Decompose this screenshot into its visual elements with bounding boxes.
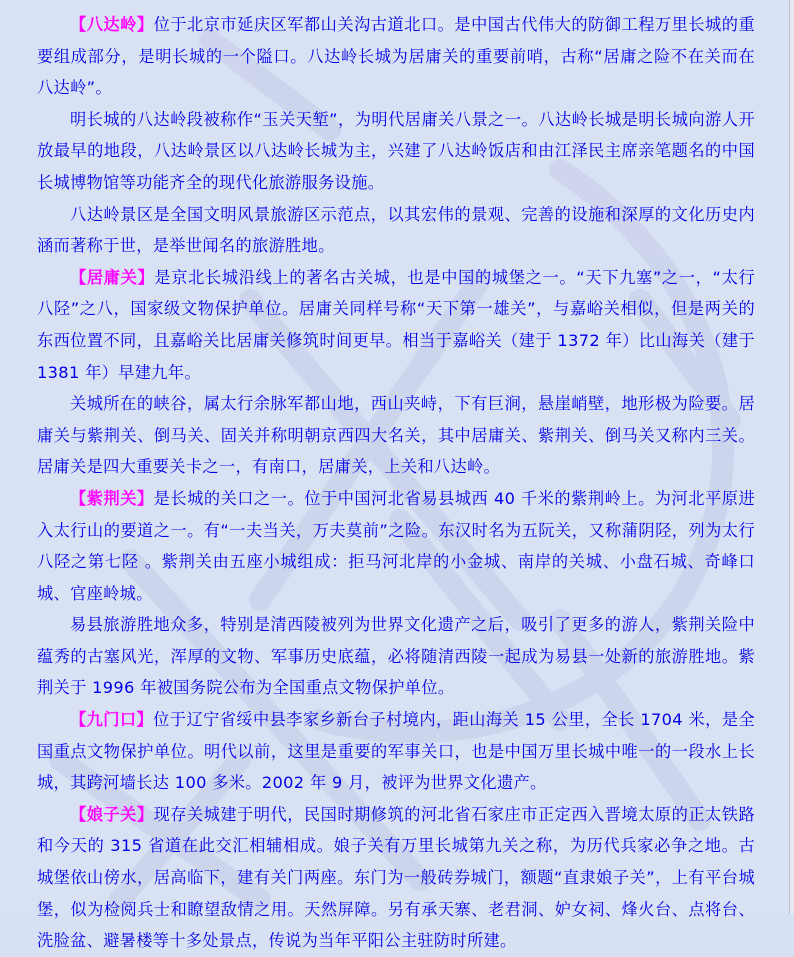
section-heading-jiumenkou: 【九门口】 [70,710,154,730]
paragraph [37,483,755,609]
section-heading-juyongguan: 【居庸关】 [70,267,155,287]
paragraph [37,9,755,104]
section-heading-niangziguan: 【娘子关】 [70,804,154,824]
paragraph: 易县旅游胜地众多，特别是清西陵被列为世界文化遗产之后，吸引了更多的游人，紫荆关险中蕴秀的古塞风光，浑厚的文物、军事历史底蕴，必将随清西陵一起成为易县一处新的旅游胜地。紫荆关于 1996 年被国务院公布为全国重点文物保护单位。 [37,615,755,698]
paragraph [37,704,755,799]
section-heading-zijingguan: 【紫荆关】 [70,488,154,508]
paragraph [37,262,755,388]
page-edge [790,0,794,914]
paragraph-text: 是长城的关口之一。位于中国河北省易县城西 40 千米的紫荆岭上。为河北平原进入太行山的要道之一。有“一夫当关，万夫莫前”之险。东汉时名为五阮关，又称蒲阴陉，列为太行八陉之第七陉 。紫荆关由五座小城组成：拒马河北岸的小金城、南岸的关城、小盘石城、奇峰口城、官座岭城。 [37,488,755,603]
paragraph-text: 位于辽宁省绥中县李家乡新台子村境内，距山海关 15 公里，全长 1704 米，是全国重点文物保护单位。明代以前，这里是重要的军事关口，也是中国万里长城中唯一的一段水上长城，其跨河墙长达 100 多米。2002 年 9 月，被评为世界文化遗产。 [37,710,755,793]
paragraph-text: 位于北京市延庆区军都山关沟古道北口。是中国古代伟大的防御工程万里长城的重要组成部分，是明长城的一个隘口。八达岭长城为居庸关的重要前哨，古称“居庸之险不在关而在八达岭”。 [37,15,755,98]
paragraph-text: 现存关城建于明代，民国时期修筑的河北省石家庄市正定西入晋境太原的正太铁路和今天的 315 省道在此交汇相辅相成。娘子关有万里长城第九关之称，为历代兵家必争之地。古城堡依山傍水，居高临下，建有关门两座。东门为一般砖券城门，额题“直隶娘子关”，上有平台城堡，似为检阅兵士和瞭望敌情之用。天然屏障。另有承天寨、老君洞、妒女祠、烽火台、点将台、洗脸盆、避暑楼等十多处景点，传说为当年平阳公主驻防时所建。 [37,804,755,951]
paragraph-text: 是京北长城沿线上的著名古关城，也是中国的城堡之一。“天下九塞”之一，“太行八陉”之八，国家级文物保护单位。居庸关同样号称“天下第一雄关”，与嘉峪关相似，但是两关的东西位置不同，且嘉峪关比居庸关修筑时间更早。相当于嘉峪关（建于 1372 年）比山海关（建于 1381 年）早建九年。 [37,267,755,382]
section-heading-badaling: 【八达岭】 [70,15,154,34]
paragraph: 明长城的八达岭段被称作“玉关天堑”，为明代居庸关八景之一。八达岭长城是明长城向游人开放最早的地段，八达岭景区以八达岭长城为主，兴建了八达岭饭店和由江泽民主席亲笔题名的中国长城博物馆等功能齐全的现代化旅游服务设施。 [37,109,755,192]
document-body [37,9,755,957]
paragraph: 八达岭景区是全国文明风景旅游区示范点，以其宏伟的景观、完善的设施和深厚的文化历史内涵而著称于世，是举世闻名的旅游胜地。 [37,204,755,256]
paragraph: 关城所在的峡谷，属太行余脉军都山地，西山夹峙，下有巨涧，悬崖峭壁，地形极为险要。居庸关与紫荆关、倒马关、固关并称明朝京西四大名关，其中居庸关、紫荆关、倒马关又称内三关。居庸关是四大重要关卡之一，有南口，居庸关，上关和八达岭。 [37,394,755,477]
paragraph [37,799,755,957]
